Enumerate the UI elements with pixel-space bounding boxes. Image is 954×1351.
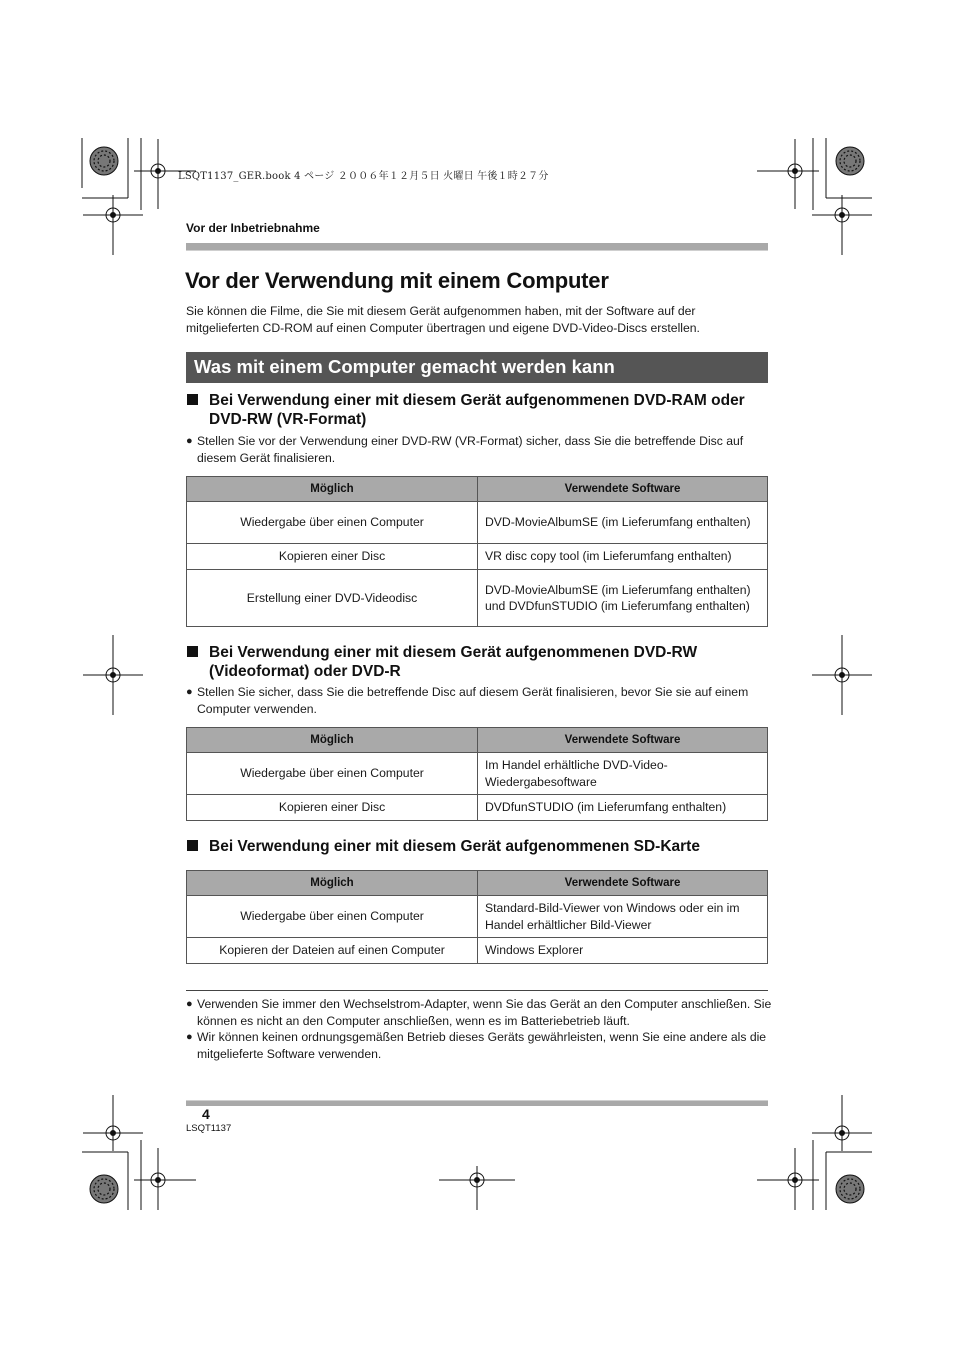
square-bullet-icon xyxy=(187,394,198,405)
column-header: Möglich xyxy=(187,728,478,753)
subsection-heading-dvd-rw-video: Bei Verwendung einer mit diesem Gerät aufgenommenen DVD-RW (Videoformat) oder DVD-R xyxy=(186,643,776,681)
table-cell: DVD-MovieAlbumSE (im Lieferumfang enthalten) xyxy=(478,502,768,544)
table-row xyxy=(187,795,768,821)
table-cell: Erstellung einer DVD-Videodisc xyxy=(187,570,478,627)
table-row xyxy=(187,544,768,570)
bullet-icon: ● xyxy=(186,1031,193,1043)
bullet-icon: ● xyxy=(186,686,193,698)
bullet-icon: ● xyxy=(186,998,193,1010)
book-info: LSQT1137_GER.book 4 ページ ２００６年１２月５日 火曜日 午後１時２７分 xyxy=(178,171,549,182)
table-row xyxy=(187,896,768,938)
note-dvd-rw-video: ● Stellen Sie sicher, dass Sie die betreffende Disc auf diesem Gerät finalisieren, bevor Sie sie auf einem Computer verwenden. xyxy=(186,685,749,716)
footer-rule xyxy=(186,1100,768,1106)
column-header: Möglich xyxy=(187,871,478,896)
page-number: 4 xyxy=(202,1106,210,1122)
table-row xyxy=(187,753,768,795)
header-rule xyxy=(186,243,768,251)
table-cell: Kopieren einer Disc xyxy=(187,795,478,821)
square-bullet-icon xyxy=(187,840,198,851)
table-cell: DVDfunSTUDIO (im Lieferumfang enthalten) xyxy=(478,795,768,821)
square-bullet-icon xyxy=(187,646,198,657)
subsection-heading-dvd-ram: Bei Verwendung einer mit diesem Gerät aufgenommenen DVD-RAM oder DVD-RW (VR-Format) xyxy=(186,391,776,429)
software-table-sd-card xyxy=(186,870,768,964)
table-row xyxy=(187,570,768,627)
table-cell: Kopieren einer Disc xyxy=(187,544,478,570)
column-header: Verwendete Software xyxy=(478,871,768,896)
table-cell: Im Handel erhältliche DVD-Video-Wiedergabesoftware xyxy=(478,753,768,795)
section-label: Vor der Inbetriebnahme xyxy=(186,221,320,235)
note-ac-adapter: ● Verwenden Sie immer den Wechselstrom-Adapter, wenn Sie das Gerät an den Computer anschließen. Sie können es nicht an den Computer anschließen, wenn es im Batteriebetrieb läuft. xyxy=(186,997,772,1028)
table-cell: Wiedergabe über einen Computer xyxy=(187,502,478,544)
software-table-dvd-ram xyxy=(186,476,768,627)
software-table-dvd-rw-video xyxy=(186,727,768,821)
page-title: Vor der Verwendung mit einem Computer xyxy=(185,268,609,293)
table-cell: Kopieren der Dateien auf einen Computer xyxy=(187,938,478,964)
column-header: Verwendete Software xyxy=(478,728,768,753)
table-cell: Standard-Bild-Viewer von Windows oder ein im Handel erhältlicher Bild-Viewer xyxy=(478,896,768,938)
table-cell: Wiedergabe über einen Computer xyxy=(187,753,478,795)
column-header: Möglich xyxy=(187,477,478,502)
document-code: LSQT1137 xyxy=(186,1123,232,1134)
note-software-warranty: ● Wir können keinen ordnungsgemäßen Betrieb dieses Geräts gewährleisten, wenn Sie eine andere als die mitgelieferte Software verwenden. xyxy=(186,1030,767,1061)
table-cell: Wiedergabe über einen Computer xyxy=(187,896,478,938)
section-banner: Was mit einem Computer gemacht werden kann xyxy=(186,352,768,383)
notes-divider xyxy=(186,990,768,991)
table-row xyxy=(187,938,768,964)
table-cell: Windows Explorer xyxy=(478,938,768,964)
intro-paragraph: Sie können die Filme, die Sie mit diesem Gerät aufgenommen haben, mit der Software auf der mitgelieferten CD-ROM auf einen Computer übertragen und eigene DVD-Video-Discs erstellen. xyxy=(186,304,700,335)
table-cell: DVD-MovieAlbumSE (im Lieferumfang enthalten) und DVDfunSTUDIO (im Lieferumfang enthalten) xyxy=(478,570,768,627)
subsection-heading-sd-card: Bei Verwendung einer mit diesem Gerät aufgenommenen SD-Karte xyxy=(186,837,776,856)
column-header: Verwendete Software xyxy=(478,477,768,502)
note-dvd-ram: ● Stellen Sie vor der Verwendung einer DVD-RW (VR-Format) sicher, dass Sie die betreffende Disc auf diesem Gerät finalisieren. xyxy=(186,434,744,465)
table-cell: VR disc copy tool (im Lieferumfang enthalten) xyxy=(478,544,768,570)
table-row xyxy=(187,502,768,544)
bullet-icon: ● xyxy=(186,435,193,447)
